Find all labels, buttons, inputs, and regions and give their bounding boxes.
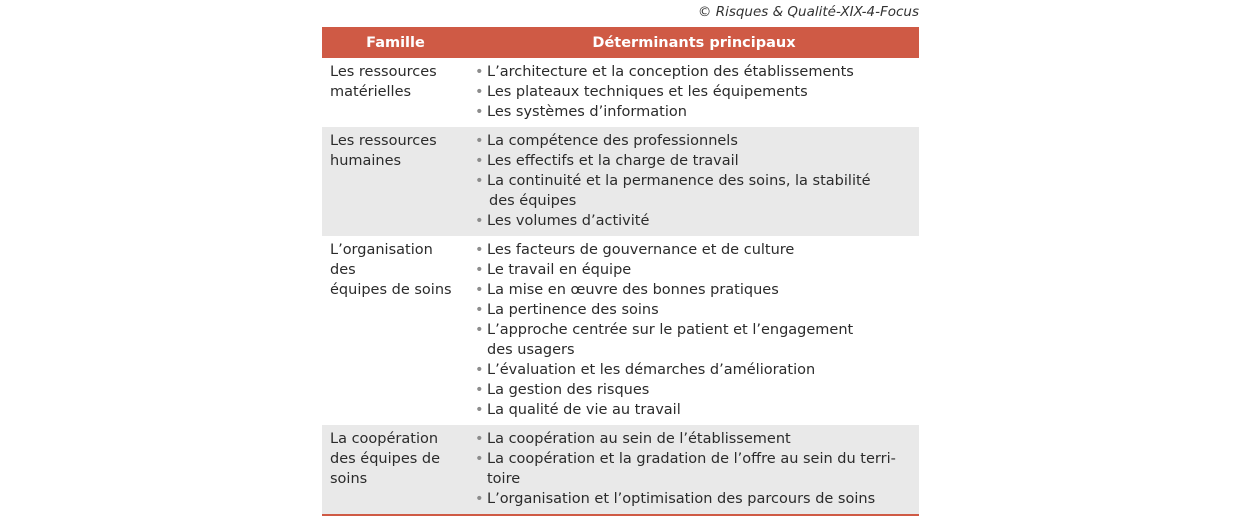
famille-cell [322,131,469,236]
list-item [475,360,919,380]
bullet-icon: • [475,451,484,467]
item-text: L’architecture et la conception des établissements [487,64,854,80]
header-famille: Famille [366,34,425,51]
item-text: Les systèmes d’information [487,104,687,120]
famille-line: humaines [330,153,402,169]
famille-line: équipes de soins [330,282,452,298]
bullet-icon: • [475,302,484,318]
item-text-continued: des équipes [489,193,577,209]
bullet-icon: • [475,173,484,189]
item-text: La mise en œuvre des bonnes pratiques [487,282,779,298]
bullet-icon: • [475,362,484,378]
bullet-icon: • [475,213,484,229]
famille-line: des équipes de [330,451,441,467]
item-text-continued: des usagers [487,342,575,358]
famille-cell [322,429,469,514]
list-item [475,300,919,320]
determinants-list [469,62,919,127]
bullet-icon: • [475,431,484,447]
famille-line: Les ressources [330,64,437,80]
item-text: L’organisation et l’optimisation des parcours de soins [487,491,876,507]
table-header [322,27,919,58]
list-item [475,171,919,211]
bullet-icon: • [475,322,484,338]
list-item [475,62,919,82]
table-row [322,425,919,514]
item-text: Le travail en équipe [487,262,632,278]
list-item [475,400,919,420]
bullet-icon: • [475,133,484,149]
list-item [475,131,919,151]
bullet-icon: • [475,153,484,169]
list-item [475,151,919,171]
determinants-list [469,240,919,425]
list-item [475,280,919,300]
bullet-icon: • [475,382,484,398]
list-item [475,82,919,102]
famille-line: soins [330,471,368,487]
famille-cell [322,62,469,127]
famille-line: L’organisation des [330,242,433,278]
list-item [475,429,919,449]
bullet-icon: • [475,242,484,258]
table-row [322,127,919,236]
famille-cell [322,240,469,425]
table-row [322,236,919,425]
bullet-icon: • [475,282,484,298]
item-text: La continuité et la permanence des soins, la stabilité [487,173,871,189]
list-item [475,260,919,280]
item-text: L’évaluation et les démarches d’amélioration [487,362,816,378]
item-text: Les facteurs de gouvernance et de culture [487,242,795,258]
bullet-icon: • [475,491,484,507]
list-item [475,102,919,122]
item-text: L’approche centrée sur le patient et l’engagement [487,322,854,338]
determinants-list [469,429,919,514]
bullet-icon: • [475,262,484,278]
list-item [475,320,919,360]
list-item [475,240,919,260]
famille-line: La coopération [330,431,439,447]
item-text: La compétence des professionnels [487,133,738,149]
copyright-caption: © Risques & Qualité-XIX-4-Focus [697,4,919,20]
item-text-continued: toire [487,471,521,487]
determinants-list [469,131,919,236]
famille-line: matérielles [330,84,412,100]
list-item [475,489,919,509]
bullet-icon: • [475,402,484,418]
famille-line: Les ressources [330,133,437,149]
item-text: La qualité de vie au travail [487,402,681,418]
item-text: Les plateaux techniques et les équipements [487,84,808,100]
bullet-icon: • [475,104,484,120]
list-item [475,211,919,231]
bullet-icon: • [475,84,484,100]
determinants-table [322,27,919,516]
table-row [322,58,919,127]
item-text: La coopération et la gradation de l’offre au sein du terri- [487,451,896,467]
bullet-icon: • [475,64,484,80]
list-item [475,449,919,489]
item-text: Les effectifs et la charge de travail [487,153,739,169]
item-text: Les volumes d’activité [487,213,650,229]
list-item [475,380,919,400]
item-text: La gestion des risques [487,382,650,398]
item-text: La pertinence des soins [487,302,659,318]
item-text: La coopération au sein de l’établissement [487,431,791,447]
header-determinants: Déterminants principaux [592,34,796,51]
